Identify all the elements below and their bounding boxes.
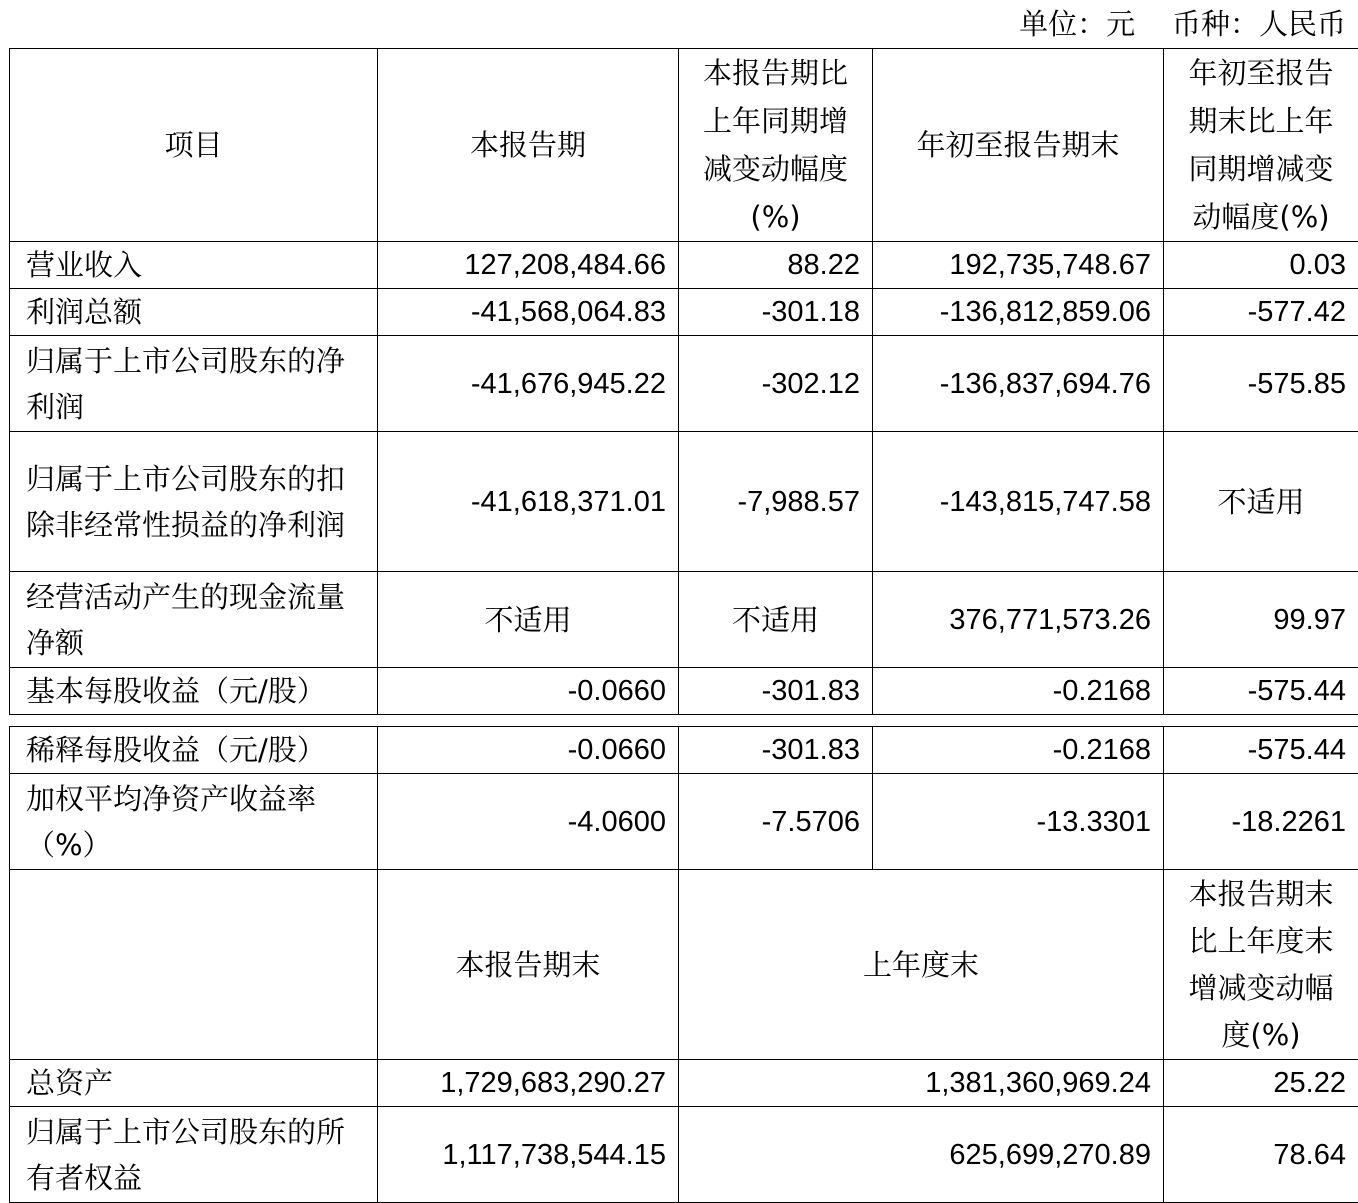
cell-value: -575.44	[1164, 727, 1358, 774]
cell-value: -575.85	[1164, 336, 1358, 432]
table-header-row	[10, 49, 1358, 242]
table-row	[10, 727, 1358, 774]
cell-value: -301.18	[679, 289, 873, 336]
cell-value: -136,812,859.06	[873, 289, 1164, 336]
cell-value: -0.0660	[378, 668, 679, 715]
table-row	[10, 432, 1358, 572]
cell-value: 99.97	[1164, 572, 1358, 668]
cell-value: -577.42	[1164, 289, 1358, 336]
cell-value: 625,699,270.89	[679, 1107, 1164, 1203]
cell-value: -13.3301	[873, 774, 1164, 870]
header-item-empty	[10, 870, 378, 1060]
table-row	[10, 572, 1358, 668]
row-label: 总资产	[10, 1060, 378, 1107]
row-label: 归属于上市公司股东的扣除非经常性损益的净利润	[10, 432, 378, 572]
cell-value: -0.2168	[873, 668, 1164, 715]
header-balance-change: 本报告期末比上年度末增减变动幅度(%)	[1164, 870, 1358, 1060]
table-header-row-balance	[10, 870, 1358, 1060]
header-current-period: 本报告期	[378, 49, 679, 242]
cell-value: -41,568,064.83	[378, 289, 679, 336]
cell-value: 127,208,484.66	[378, 242, 679, 289]
cell-value: 1,381,360,969.24	[679, 1060, 1164, 1107]
cell-value: -575.44	[1164, 668, 1358, 715]
financial-table-continued	[9, 726, 1358, 1203]
cell-value: -302.12	[679, 336, 873, 432]
cell-value: 376,771,573.26	[873, 572, 1164, 668]
unit-currency-note: 单位：元 币种：人民币	[1019, 7, 1346, 41]
table-row	[10, 242, 1358, 289]
cell-value: 1,729,683,290.27	[378, 1060, 679, 1107]
header-ytd-change: 年初至报告期末比上年同期增减变动幅度(%)	[1164, 49, 1358, 242]
cell-value: 不适用	[679, 572, 873, 668]
table-row	[10, 668, 1358, 715]
row-label: 营业收入	[10, 242, 378, 289]
cell-value: -0.2168	[873, 727, 1164, 774]
cell-value: 78.64	[1164, 1107, 1358, 1203]
row-label: 利润总额	[10, 289, 378, 336]
row-label: 基本每股收益（元/股）	[10, 668, 378, 715]
cell-value: -136,837,694.76	[873, 336, 1164, 432]
cell-value: -18.2261	[1164, 774, 1358, 870]
row-label: 经营活动产生的现金流量净额	[10, 572, 378, 668]
header-last-year-end: 上年度末	[679, 870, 1164, 1060]
header-current-change: 本报告期比上年同期增减变动幅度(%)	[679, 49, 873, 242]
table-row	[10, 1107, 1358, 1203]
table-row	[10, 1060, 1358, 1107]
cell-value: 25.22	[1164, 1060, 1358, 1107]
table-row	[10, 774, 1358, 870]
cell-value: -301.83	[679, 727, 873, 774]
cell-value: 88.22	[679, 242, 873, 289]
cell-value: -301.83	[679, 668, 873, 715]
table-row	[10, 336, 1358, 432]
financial-table-main	[9, 48, 1358, 715]
table-row	[10, 289, 1358, 336]
cell-value: -41,676,945.22	[378, 336, 679, 432]
cell-value: -4.0600	[378, 774, 679, 870]
cell-value: -143,815,747.58	[873, 432, 1164, 572]
header-period-end: 本报告期末	[378, 870, 679, 1060]
row-label: 稀释每股收益（元/股）	[10, 727, 378, 774]
header-item: 项目	[10, 49, 378, 242]
cell-value: -0.0660	[378, 727, 679, 774]
cell-value: -41,618,371.01	[378, 432, 679, 572]
cell-value: 不适用	[1164, 432, 1358, 572]
cell-value: 1,117,738,544.15	[378, 1107, 679, 1203]
cell-value: -7.5706	[679, 774, 873, 870]
row-label: 归属于上市公司股东的所有者权益	[10, 1107, 378, 1203]
row-label: 归属于上市公司股东的净利润	[10, 336, 378, 432]
cell-value: -7,988.57	[679, 432, 873, 572]
cell-value: 0.03	[1164, 242, 1358, 289]
cell-value: 192,735,748.67	[873, 242, 1164, 289]
header-ytd: 年初至报告期末	[873, 49, 1164, 242]
cell-value: 不适用	[378, 572, 679, 668]
row-label: 加权平均净资产收益率（%）	[10, 774, 378, 870]
